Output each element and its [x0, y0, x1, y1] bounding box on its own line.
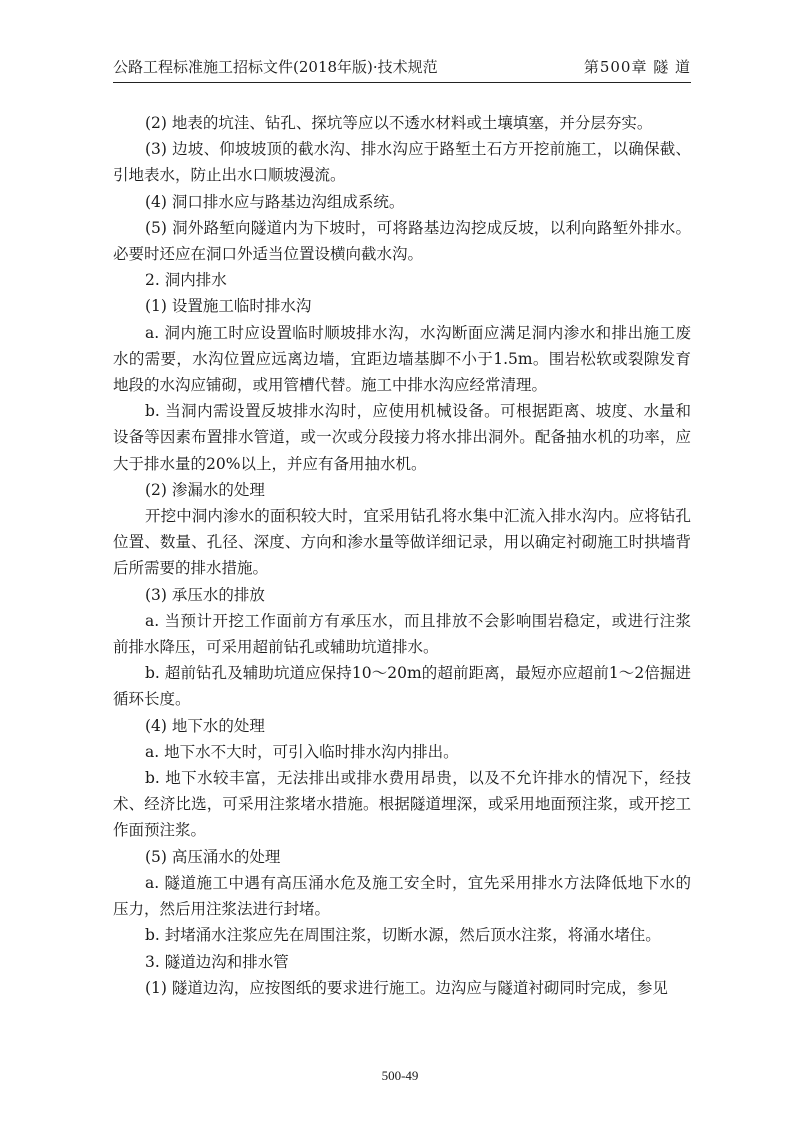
section-heading: 3. 隧道边沟和排水管 [145, 952, 289, 971]
paragraph: b. 超前钻孔及辅助坑道应保持10～20m的超前距离，最短亦应超前1～2倍掘进循环长度。 [113, 664, 691, 709]
paragraph: a. 当预计开挖工作面前方有承压水，而且排放不会影响围岩稳定，或进行注浆前排水降压，可采用超前钻孔或辅助坑道排水。 [113, 611, 691, 657]
paragraph: (5) 洞外路堑向隧道内为下坡时，可将路基边沟挖成反坡，以利向路堑外排水。必要时还应在洞口外适当位置设横向截水沟。 [113, 218, 691, 264]
subsection-heading: (2) 渗漏水的处理 [145, 480, 265, 499]
page-number: 500-49 [381, 1068, 419, 1083]
running-header [113, 56, 691, 82]
subsection-heading: (4) 地下水的处理 [145, 716, 265, 735]
section-heading: 2. 洞内排水 [145, 271, 227, 290]
paragraph: (4) 洞口排水应与路基边沟组成系统。 [145, 192, 405, 211]
paragraph: b. 封堵涌水注浆应先在周围注浆，切断水源，然后顶水注浆，将涌水堵住。 [145, 926, 661, 945]
paragraph: 开挖中洞内渗水的面积较大时，宜采用钻孔将水集中汇流入排水沟内。应将钻孔位置、数量、孔径、深度、方向和渗水量等做详细记录，用以确定衬砌施工时拱墙背后所需要的排水措施。 [113, 507, 691, 578]
paragraph: a. 地下水不大时，可引入临时排水沟内排出。 [145, 742, 459, 761]
header-document-title: 公路工程标准施工招标文件(2018年版)·技术规范 [113, 58, 438, 76]
subsection-heading: (3) 承压水的排放 [145, 585, 265, 604]
paragraph: a. 洞内施工时应设置临时顺坡排水沟，水沟断面应满足洞内渗水和排出施工废水的需要，水沟位置应远离边墙，宜距边墙基脚不小于1.5m。围岩松软或裂隙发育地段的水沟应铺砌，或用管槽代替。施工中排水沟应经常清理。 [113, 323, 691, 395]
paragraph: a. 隧道施工中遇有高压涌水危及施工安全时，宜先采用排水方法降低地下水的压力，然后用注浆法进行封堵。 [113, 873, 691, 919]
paragraph: b. 地下水较丰富，无法排出或排水费用昂贵，以及不允许排水的情况下，经技术、经济比选，可采用注浆堵水措施。根据隧道埋深，或采用地面预注浆，或开挖工作面预注浆。 [113, 769, 691, 840]
paragraph: (1) 隧道边沟，应按图纸的要求进行施工。边沟应与隧道衬砌同时完成，参见 [145, 978, 668, 997]
header-divider [113, 82, 691, 83]
subsection-heading: (1) 设置施工临时排水沟 [145, 297, 312, 316]
subsection-heading: (5) 高压涌水的处理 [145, 847, 281, 866]
paragraph: b. 当洞内需设置反坡排水沟时，应使用机械设备。可根据距离、坡度、水量和设备等因素布置排水管道，或一次或分段接力将水排出洞外。配备抽水机的功率，应大于排水量的20%以上，并应有备用抽水机。 [113, 402, 691, 473]
paragraph: (3) 边坡、仰坡坡顶的截水沟、排水沟应于路堑土石方开挖前施工，以确保截、引地表水，防止出水口顺坡漫流。 [113, 140, 691, 185]
header-chapter-title: 第500章 隧 道 [583, 58, 691, 76]
body-text [113, 110, 691, 1001]
paragraph: (2) 地表的坑洼、钻孔、探坑等应以不透水材料或土壤填塞，并分层夯实。 [145, 114, 653, 132]
